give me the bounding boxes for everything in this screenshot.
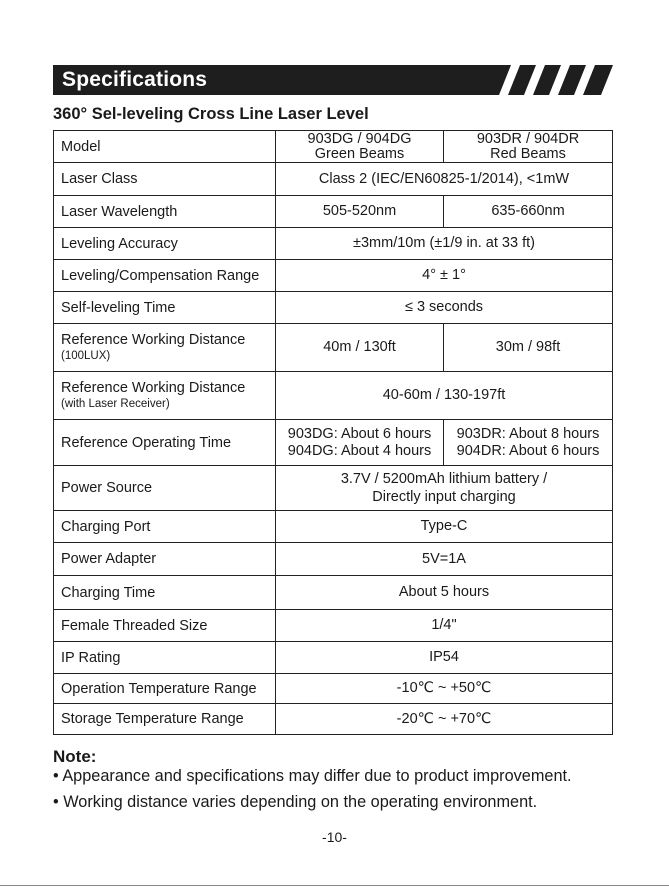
row-label: Model [54, 131, 276, 163]
table-row [54, 466, 613, 511]
table-row [54, 704, 613, 735]
row-value: About 5 hours [276, 576, 613, 610]
footer-divider [0, 885, 669, 886]
row-value: ≤ 3 seconds [276, 292, 613, 324]
table-row [54, 674, 613, 704]
row-label: Storage Temperature Range [54, 704, 276, 735]
model-red-cell: 903DR / 904DR Red Beams [444, 131, 613, 163]
table-row [54, 576, 613, 610]
row-label: Charging Port [54, 511, 276, 543]
table-row [54, 292, 613, 324]
table-row [54, 642, 613, 674]
row-value: Class 2 (IEC/EN60825-1/2014), <1mW [276, 163, 613, 196]
row-label: Self-leveling Time [54, 292, 276, 324]
table-row [54, 511, 613, 543]
row-value-green: 903DG: About 6 hours 904DG: About 4 hours [276, 420, 444, 466]
model-green-cell: 903DG / 904DG Green Beams [276, 131, 444, 163]
section-banner [53, 65, 613, 95]
row-label: Leveling/Compensation Range [54, 260, 276, 292]
table-row [54, 324, 613, 372]
spec-table [53, 130, 613, 735]
table-row [54, 543, 613, 576]
table-row-model [54, 131, 613, 163]
row-value: 5V=1A [276, 543, 613, 576]
row-value-red: 903DR: About 8 hours 904DR: About 6 hours [444, 420, 613, 466]
table-row [54, 228, 613, 260]
table-row [54, 420, 613, 466]
table-row [54, 610, 613, 642]
table-row [54, 196, 613, 228]
row-label: Female Threaded Size [54, 610, 276, 642]
row-label: Reference Working Distance (100LUX) [54, 324, 276, 372]
row-value: 4° ± 1° [276, 260, 613, 292]
row-value: Type-C [276, 511, 613, 543]
section-title: Specifications [62, 68, 208, 91]
note-item: • Appearance and specifications may differ due to product improvement. [53, 767, 572, 785]
row-label: Charging Time [54, 576, 276, 610]
table-row [54, 163, 613, 196]
row-label: Laser Class [54, 163, 276, 196]
row-label: Power Source [54, 466, 276, 511]
row-label: Reference Working Distance (with Laser Receiver) [54, 372, 276, 420]
note-item: • Working distance varies depending on the operating environment. [53, 793, 538, 811]
row-value: -10℃ ~ +50℃ [276, 674, 613, 704]
row-value: IP54 [276, 642, 613, 674]
note-heading: Note: [53, 747, 97, 766]
row-value-red: 30m / 98ft [444, 324, 613, 372]
row-value: ±3mm/10m (±1/9 in. at 33 ft) [276, 228, 613, 260]
table-row [54, 372, 613, 420]
row-value-green: 40m / 130ft [276, 324, 444, 372]
row-label: IP Rating [54, 642, 276, 674]
row-label: Power Adapter [54, 543, 276, 576]
table-row [54, 260, 613, 292]
row-value: 1/4" [276, 610, 613, 642]
row-value: 3.7V / 5200mAh lithium battery / Directly input charging [276, 466, 613, 511]
row-label: Reference Operating Time [54, 420, 276, 466]
page-number: -10- [322, 829, 347, 845]
row-value-green: 505-520nm [276, 196, 444, 228]
product-subtitle: 360° Sel-leveling Cross Line Laser Level [53, 105, 369, 123]
row-label: Laser Wavelength [54, 196, 276, 228]
row-label: Leveling Accuracy [54, 228, 276, 260]
row-value-red: 635-660nm [444, 196, 613, 228]
row-label: Operation Temperature Range [54, 674, 276, 704]
row-value: -20℃ ~ +70℃ [276, 704, 613, 735]
row-value: 40-60m / 130-197ft [276, 372, 613, 420]
